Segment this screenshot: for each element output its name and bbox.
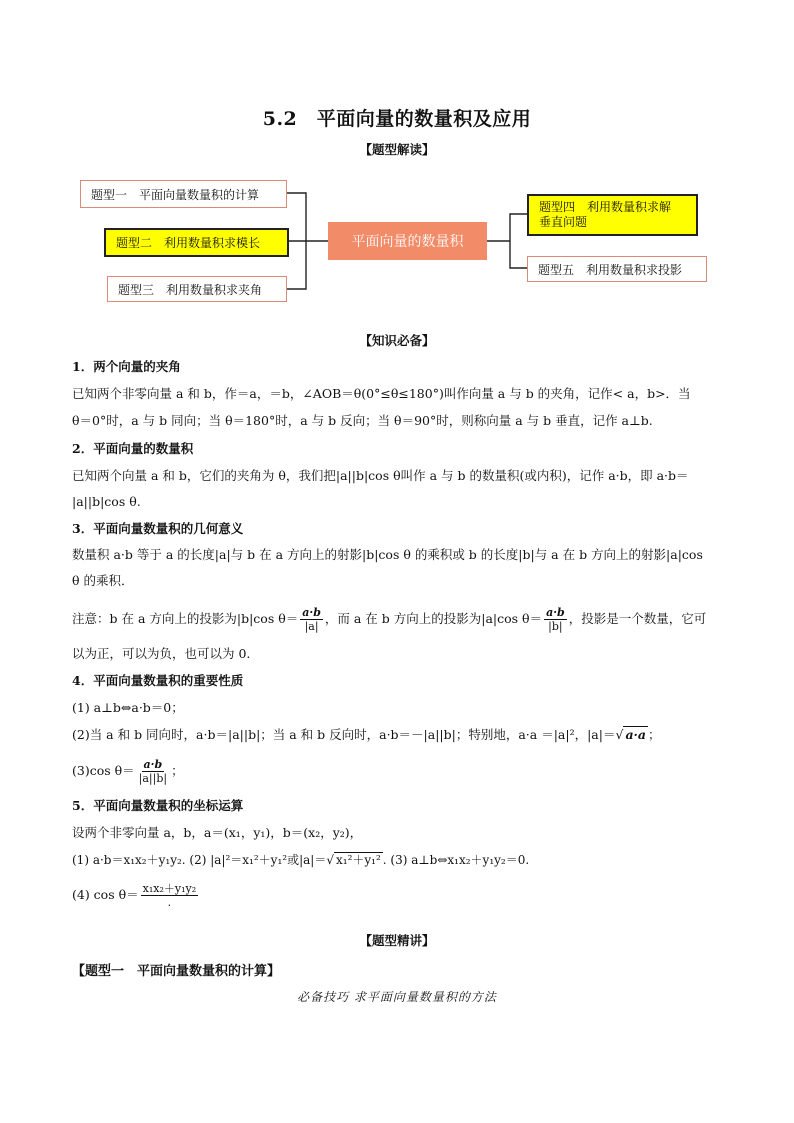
section-header-lecture: 【题型精讲】	[359, 933, 435, 948]
s4-property3	[72, 756, 184, 786]
s5-formulas	[72, 850, 529, 870]
technique-note: 必备技巧 求平面向量数量积的方法	[297, 990, 497, 1004]
sqrt-symbol: √	[615, 727, 624, 742]
s3-line3: 以为正，可以为负，也可以为 0.	[72, 646, 251, 661]
fraction2-denominator: |b|	[548, 620, 563, 633]
s1-line2: θ＝0°时，a 与 b 同向；当 θ＝180°时，a 与 b 反向；当 θ＝90°时，则称向量 a 与 b 垂直，记作 a⊥b.	[72, 413, 653, 428]
s3-note-part2: ，而 a 在 b 方向上的投影为|a|cos θ＝	[324, 611, 543, 626]
mindmap-node-type4-line2: 垂直问题	[539, 215, 588, 229]
mindmap-node-type5: 题型五 利用数量积求投影	[527, 256, 707, 282]
s5-cos-formula	[72, 880, 200, 910]
s2-title: 2．平面向量的数量积	[72, 441, 194, 456]
fraction2-numerator: a·b	[546, 606, 565, 619]
s5-title: 5．平面向量数量积的坐标运算	[72, 798, 244, 813]
s4-property1: (1) a⊥b⇔a·b＝0；	[72, 700, 184, 715]
s5-cos-fraction	[141, 882, 198, 909]
s4-property3-end: ；	[171, 763, 184, 778]
s5-line1: 设两个非零向量 a，b，a＝(x₁，y₁)，b＝(x₂，y₂)，	[72, 825, 363, 840]
property3-denominator: |a||b|	[138, 772, 168, 785]
knowledge-content	[72, 0, 724, 1123]
section-header-knowledge: 【知识必备】	[359, 333, 435, 348]
cos-numerator: x₁x₂＋y₁y₂	[142, 882, 197, 895]
fraction1-denominator: |a|	[304, 620, 319, 633]
cos-denominator: .	[167, 896, 172, 909]
mindmap-node-type2: 题型二 利用数量积求模长	[104, 228, 289, 257]
s5-formulas-end: . (3) a⊥b⇔x₁x₂＋y₁y₂＝0.	[382, 853, 530, 867]
s4-property3-fraction	[137, 758, 169, 785]
mindmap-node-type3: 题型三 利用数量积求夹角	[107, 276, 287, 302]
section-header-interpretation: 【题型解读】	[359, 142, 435, 157]
s3-title: 3．平面向量数量积的几何意义	[72, 521, 244, 536]
mindmap-node-type4-line1: 题型四 利用数量积求解	[539, 200, 672, 214]
s2-line1: 已知两个向量 a 和 b，它们的夹角为 θ，我们把|a||b|cos θ叫作 a 与 b 的数量积(或内积)，记作 a·b，即 a·b＝	[72, 468, 689, 483]
s4-property3-text: (3)cos θ＝	[72, 763, 135, 778]
s3-line1: 数量积 a·b 等于 a 的长度|a|与 b 在 a 方向上的射影|b|cos θ 的乘积或 b 的长度|b|与 a 在 b 方向上的射影|a|cos	[72, 547, 703, 562]
s3-note-part3: ，投影是一个数量，它可	[568, 611, 707, 626]
page-title: 5.2 平面向量的数量积及应用	[262, 108, 532, 130]
s3-note-fraction1	[300, 606, 323, 633]
s4-property2-end: ；	[648, 727, 661, 742]
s2-line2: |a||b|cos θ.	[72, 494, 141, 509]
s4-property2	[72, 725, 661, 745]
s4-property2-text: (2)当 a 和 b 同向时，a·b＝|a||b|；当 a 和 b 反向时，a·b＝－|a||b|；特别地，a·a ＝|a|²，|a|＝	[72, 727, 616, 742]
s1-title: 1．两个向量的夹角	[72, 359, 181, 374]
s3-line2: θ 的乘积．	[72, 573, 134, 588]
mindmap-node-type1: 题型一 平面向量数量积的计算	[80, 180, 287, 208]
fraction1-numerator: a·b	[302, 606, 321, 619]
s3-note-part1: 注意：b 在 a 方向上的投影为|b|cos θ＝	[72, 611, 299, 626]
s4-property2-radicand: a·a	[625, 727, 647, 742]
sqrt-symbol-2: √	[326, 853, 334, 867]
mindmap-center-node: 平面向量的数量积	[328, 222, 487, 260]
s3-note	[72, 604, 706, 634]
property3-numerator: a·b	[143, 758, 163, 771]
s5-cos-text: (4) cos θ＝	[72, 887, 139, 902]
s1-line1: 已知两个非零向量 a 和 b，作＝a，＝b，∠AOB＝θ(0°≤θ≤180°)叫作向量 a 与 b 的夹角，记作< a，b>．当	[72, 386, 691, 401]
type1-header: 【题型一 平面向量数量积的计算】	[72, 964, 281, 979]
s5-radicand: x₁²＋y₁²	[335, 853, 381, 867]
s5-formulas-text: (1) a·b＝x₁x₂＋y₁y₂. (2) |a|²＝x₁²＋y₁²或|a|＝	[72, 853, 327, 867]
s4-title: 4．平面向量数量积的重要性质	[72, 673, 244, 688]
s3-note-fraction2	[544, 606, 567, 633]
